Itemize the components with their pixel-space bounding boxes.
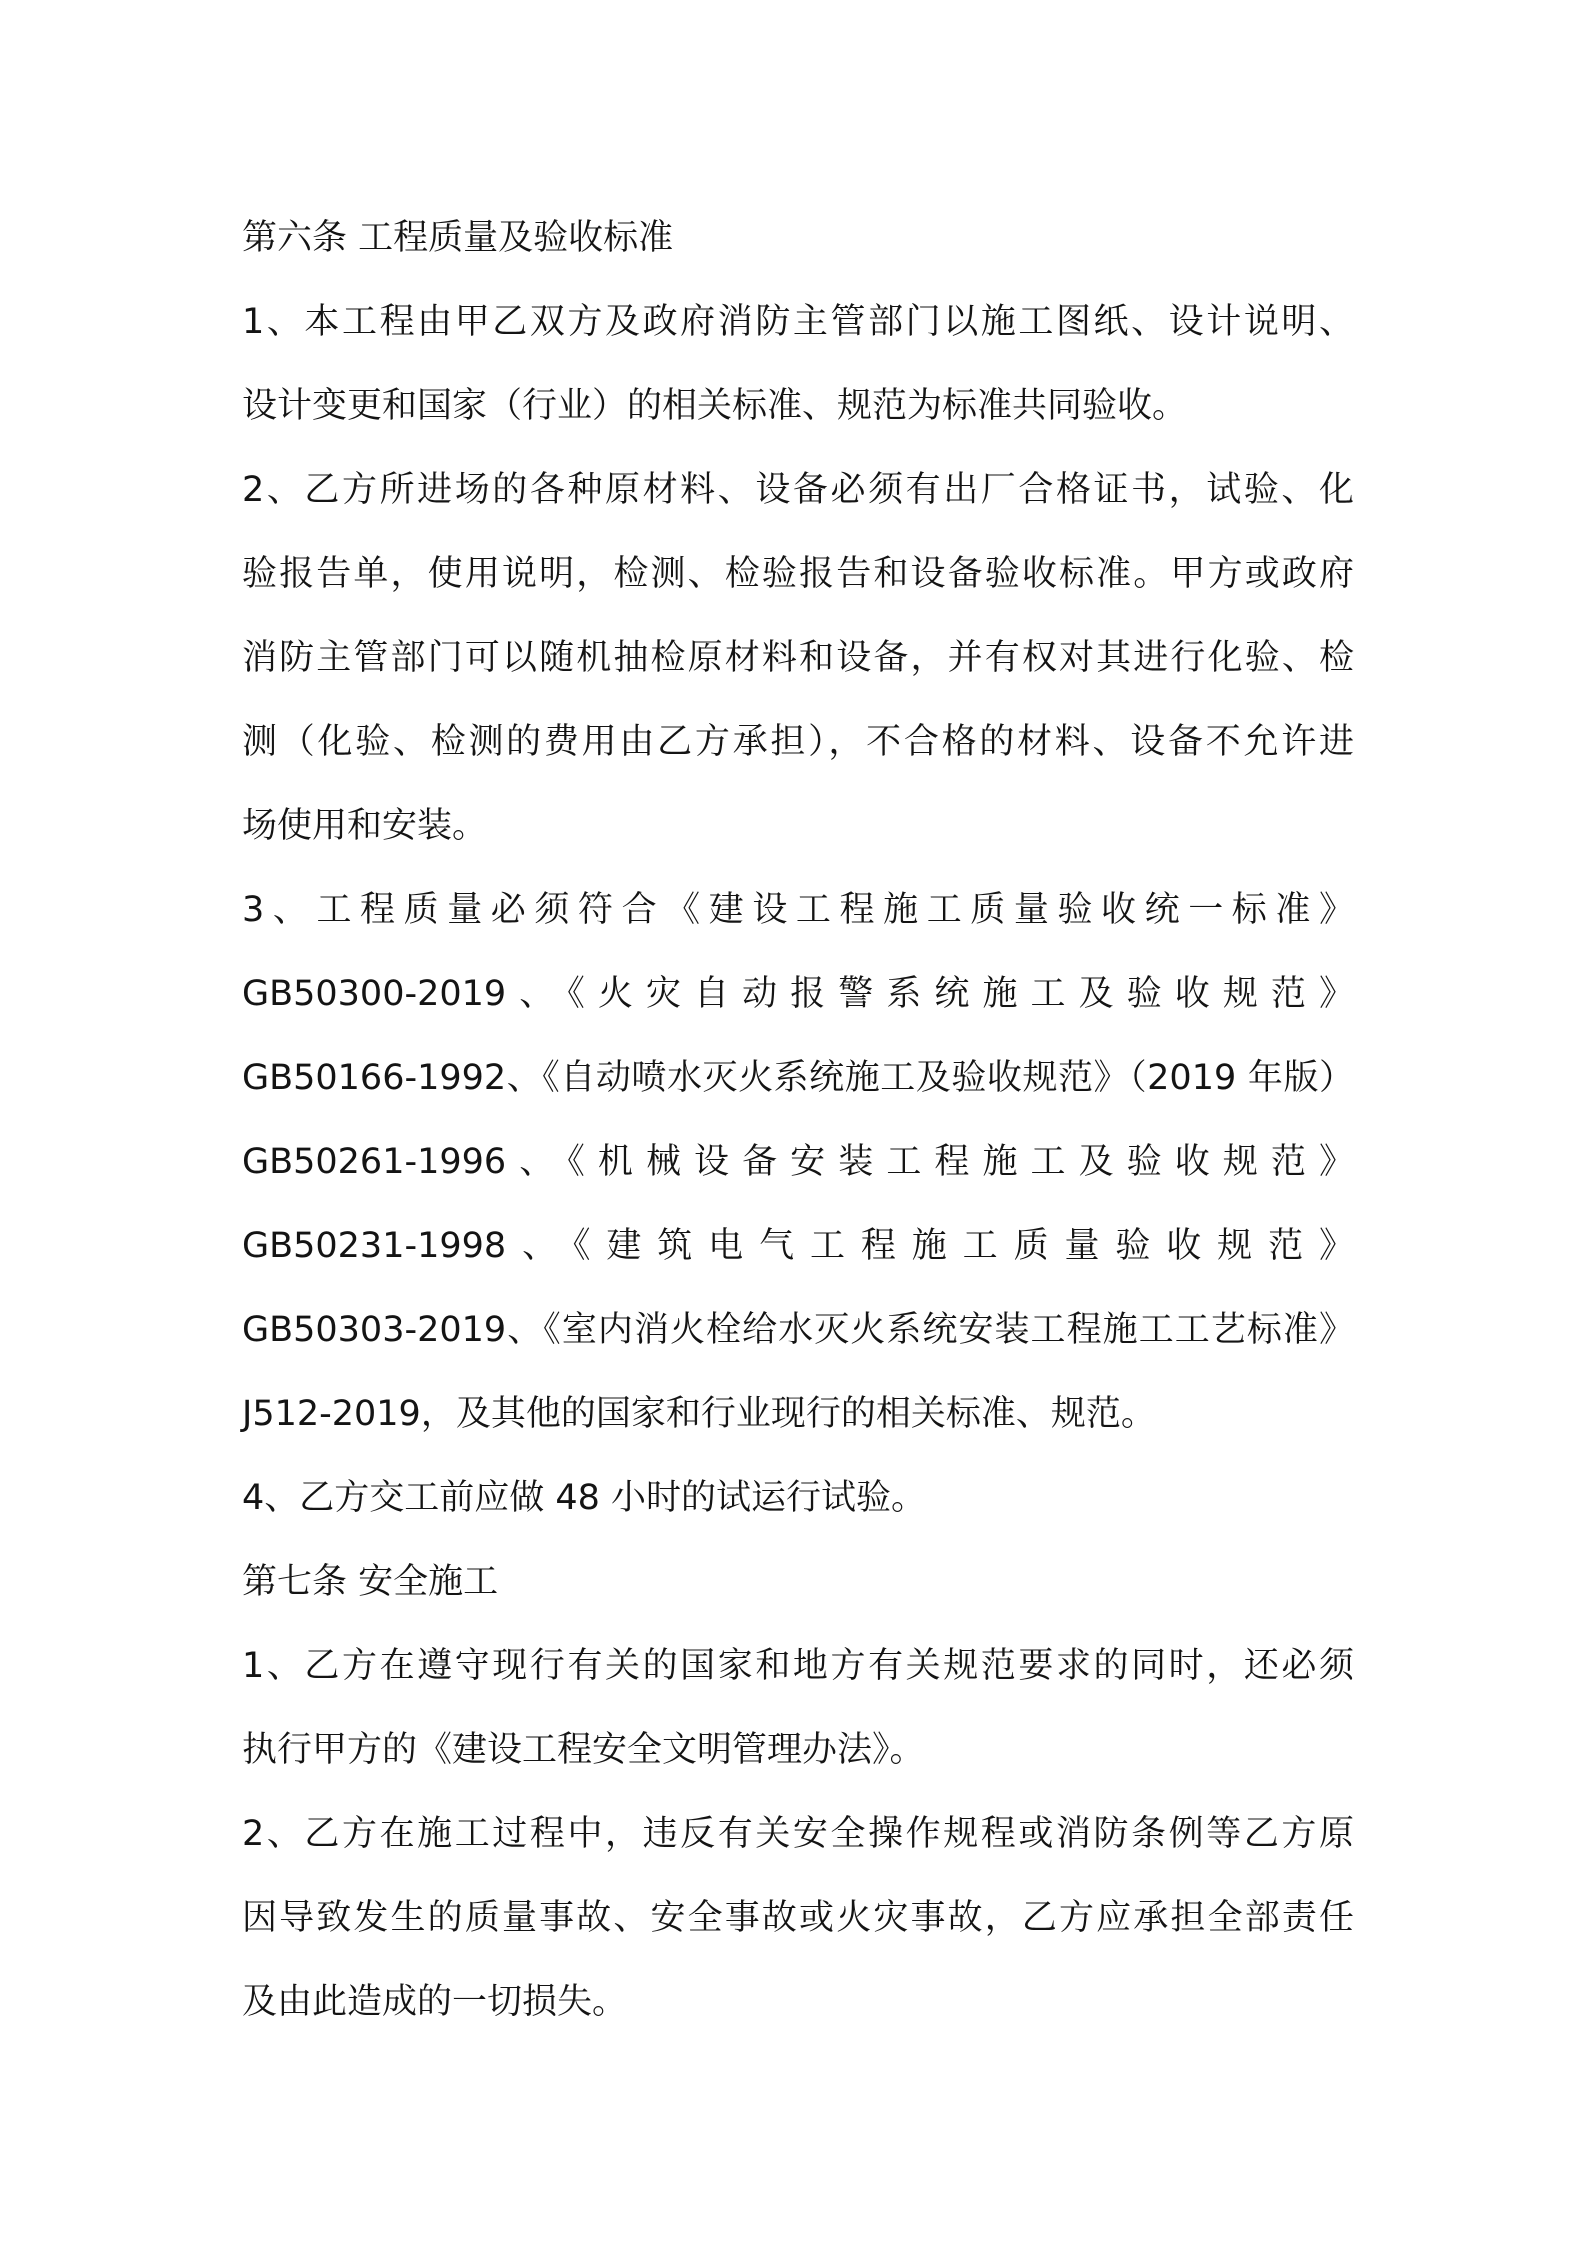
paragraph-line: GB50261-1996、《机械设备安装工程施工及验收规范》: [242, 1142, 1354, 1182]
paragraph-line: 1、乙方在遵守现行有关的国家和地方有关规范要求的同时，还必须: [242, 1646, 1354, 1686]
document-body: [242, 196, 1362, 2044]
paragraph-line: 4、乙方交工前应做 48 小时的试运行试验。: [242, 1478, 927, 1518]
paragraph-line: 1、本工程由甲乙双方及政府消防主管部门以施工图纸、设计说明、: [242, 302, 1354, 342]
paragraph-line: 验报告单，使用说明，检测、检验报告和设备验收标准。甲方或政府: [242, 554, 1354, 594]
paragraph-line: 场使用和安装。: [242, 806, 488, 846]
paragraph-line: GB50231-1998、《建筑电气工程施工质量验收规范》: [242, 1226, 1354, 1266]
paragraph-line: GB50300-2019、《火灾自动报警系统施工及验收规范》: [242, 974, 1354, 1014]
paragraph-line: J512-2019，及其他的国家和行业现行的相关标准、规范。: [242, 1394, 1156, 1434]
paragraph-line: GB50166-1992、《自动喷水灭火系统施工及验收规范》（2019 年版）: [242, 1058, 1354, 1098]
paragraph-line: 设计变更和国家（行业）的相关标准、规范为标准共同验收。: [242, 386, 1188, 426]
paragraph-line: 2、乙方在施工过程中，违反有关安全操作规程或消防条例等乙方原: [242, 1814, 1354, 1854]
paragraph-line: GB50303-2019、《室内消火栓给水灭火系统安装工程施工工艺标准》: [242, 1310, 1354, 1350]
paragraph-line: 执行甲方的《建设工程安全文明管理办法》。: [242, 1730, 925, 1770]
paragraph-line: 因导致发生的质量事故、安全事故或火灾事故，乙方应承担全部责任: [242, 1898, 1354, 1938]
paragraph-line: 消防主管部门可以随机抽检原材料和设备，并有权对其进行化验、检: [242, 638, 1354, 678]
paragraph-line: 及由此造成的一切损失。: [242, 1982, 628, 2022]
paragraph-line: 测（化验、检测的费用由乙方承担），不合格的材料、设备不允许进: [242, 722, 1354, 762]
paragraph-line: 2、乙方所进场的各种原材料、设备必须有出厂合格证书，试验、化: [242, 470, 1354, 510]
article-7-heading: 第七条 安全施工: [242, 1562, 499, 1602]
article-6-heading: 第六条 工程质量及验收标准: [242, 218, 674, 258]
paragraph-line: 3、工程质量必须符合《建设工程施工质量验收统一标准》: [242, 890, 1354, 930]
